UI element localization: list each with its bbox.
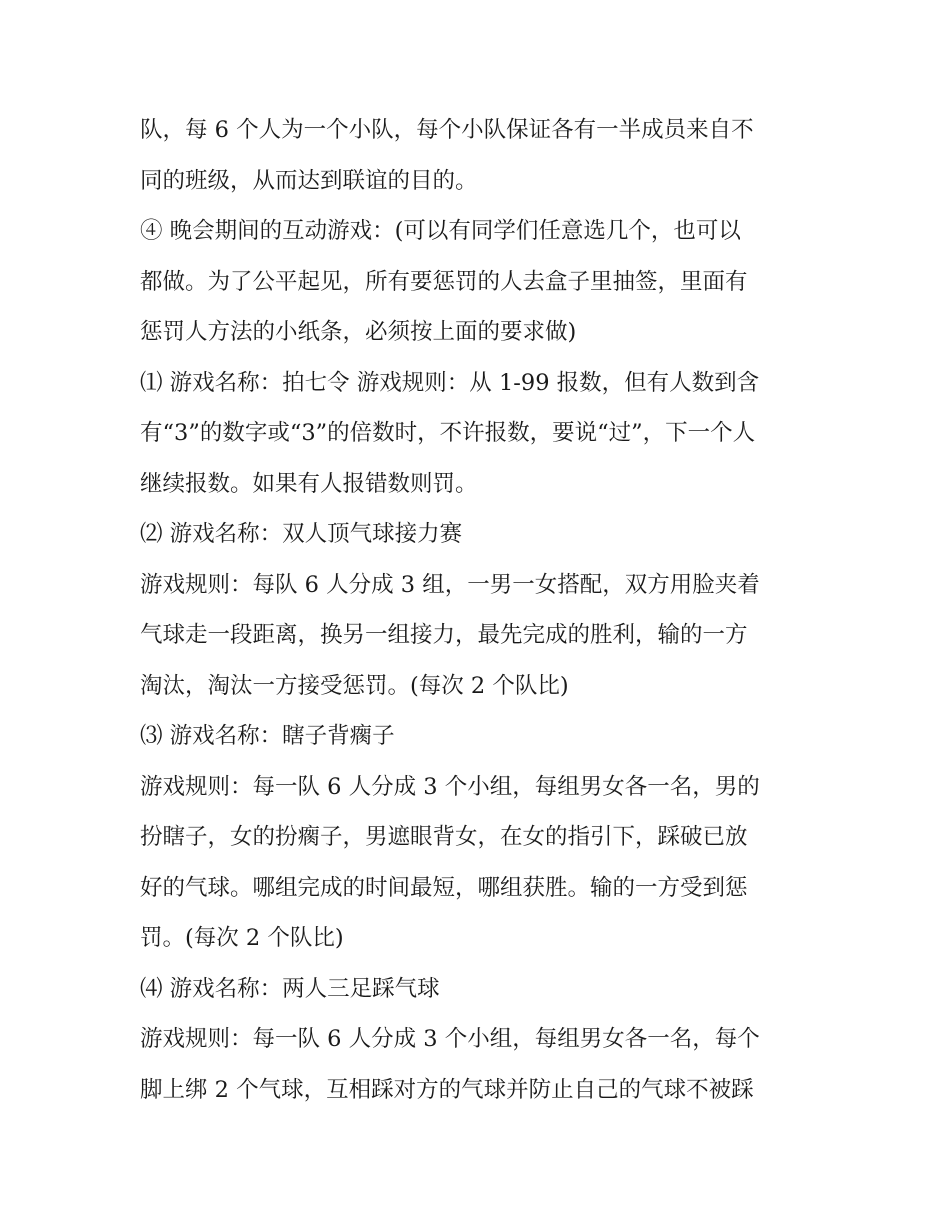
text-line: 脚上绑 2 个气球，互相踩对方的气球并防止自己的气球不被踩: [140, 1076, 754, 1103]
text-line: 队，每 6 个人为一个小队，每个小队保证各有一半成员来自不: [140, 117, 754, 143]
text-line: ⑴ 游戏名称：拍七令 游戏规则：从 1-99 报数，但有人数到含: [140, 369, 760, 396]
text-line: 气球走一段距离，换另一组接力，最先完成的胜利，输的一方: [140, 622, 748, 648]
text-line: ⑵ 游戏名称：双人顶气球接力赛: [140, 521, 463, 547]
text-line: 罚。(每次 2 个队比): [140, 925, 344, 951]
text-line: 惩罚人方法的小纸条，必须按上面的要求做): [140, 319, 577, 345]
text-line: ⑶ 游戏名称：瞎子背瘸子: [140, 723, 395, 749]
text-line: ⑷ 游戏名称：两人三足踩气球: [140, 975, 440, 1002]
document-body: [140, 105, 820, 1115]
text-line: 淘汰，淘汰一方接受惩罚。(每次 2 个队比): [140, 672, 569, 699]
text-line: 扮瞎子，女的扮瘸子，男遮眼背女，在女的指引下，踩破已放: [140, 824, 748, 850]
text-line: 游戏规则：每队 6 人分成 3 组，一男一女搭配，双方用脸夹着: [140, 571, 760, 598]
text-line: 游戏规则：每一队 6 人分成 3 个小组，每组男女各一名，男的: [140, 773, 760, 800]
text-line: 同的班级，从而达到联谊的目的。: [140, 167, 478, 194]
text-line: 好的气球。哪组完成的时间最短，哪组获胜。输的一方受到惩: [140, 874, 748, 901]
text-line: 有“3”的数字或“3”的倍数时，不许报数，要说“过”，下一个人: [140, 420, 756, 446]
text-line: 继续报数。如果有人报错数则罚。: [140, 470, 478, 497]
text-line: 都做。为了公平起见，所有要惩罚的人去盒子里抽签，里面有: [140, 268, 748, 295]
text-line: ④ 晚会期间的互动游戏：(可以有同学们任意选几个，也可以: [140, 218, 741, 244]
text-line: 游戏规则：每一队 6 人分成 3 个小组，每组男女各一名，每个: [140, 1026, 760, 1052]
